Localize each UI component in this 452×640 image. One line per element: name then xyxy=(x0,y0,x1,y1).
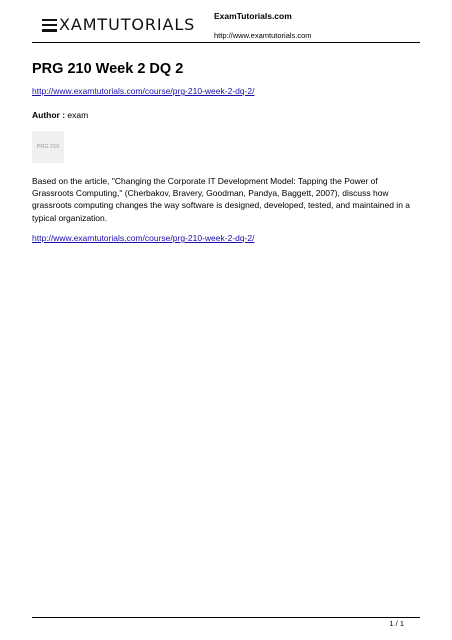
footer-divider xyxy=(32,617,420,618)
article-body: Based on the article, "Changing the Corporate IT Development Model: Tapping the Power of Grassroots Computing," (Cherbakov, Bravery, Goodman, Pandya, Baggett, 2007), discuss how grassroots computing changes the way software is designed, developed, tested, and maintained in a typical organization. xyxy=(32,176,411,223)
page-title: PRG 210 Week 2 DQ 2 xyxy=(32,61,184,77)
course-link-top[interactable]: http://www.examtutorials.com/course/prg-210-week-2-dq-2/ xyxy=(32,86,255,96)
author-name: exam xyxy=(67,110,89,120)
product-thumbnail[interactable] xyxy=(32,131,64,163)
author-line xyxy=(32,110,88,120)
site-url: http://www.examtutorials.com xyxy=(214,31,312,40)
site-logo[interactable] xyxy=(42,15,195,35)
logo-text: XAMTUTORIALS xyxy=(59,15,196,34)
thumbnail-label: PRG 210 xyxy=(36,144,60,150)
logo-e-mark-icon xyxy=(42,19,57,32)
site-name: ExamTutorials.com xyxy=(214,11,292,21)
author-label: Author : xyxy=(32,110,68,120)
page-number: 1 / 1 xyxy=(389,619,404,628)
header-divider xyxy=(32,42,420,43)
course-link-bottom[interactable]: http://www.examtutorials.com/course/prg-210-week-2-dq-2/ xyxy=(32,233,255,243)
